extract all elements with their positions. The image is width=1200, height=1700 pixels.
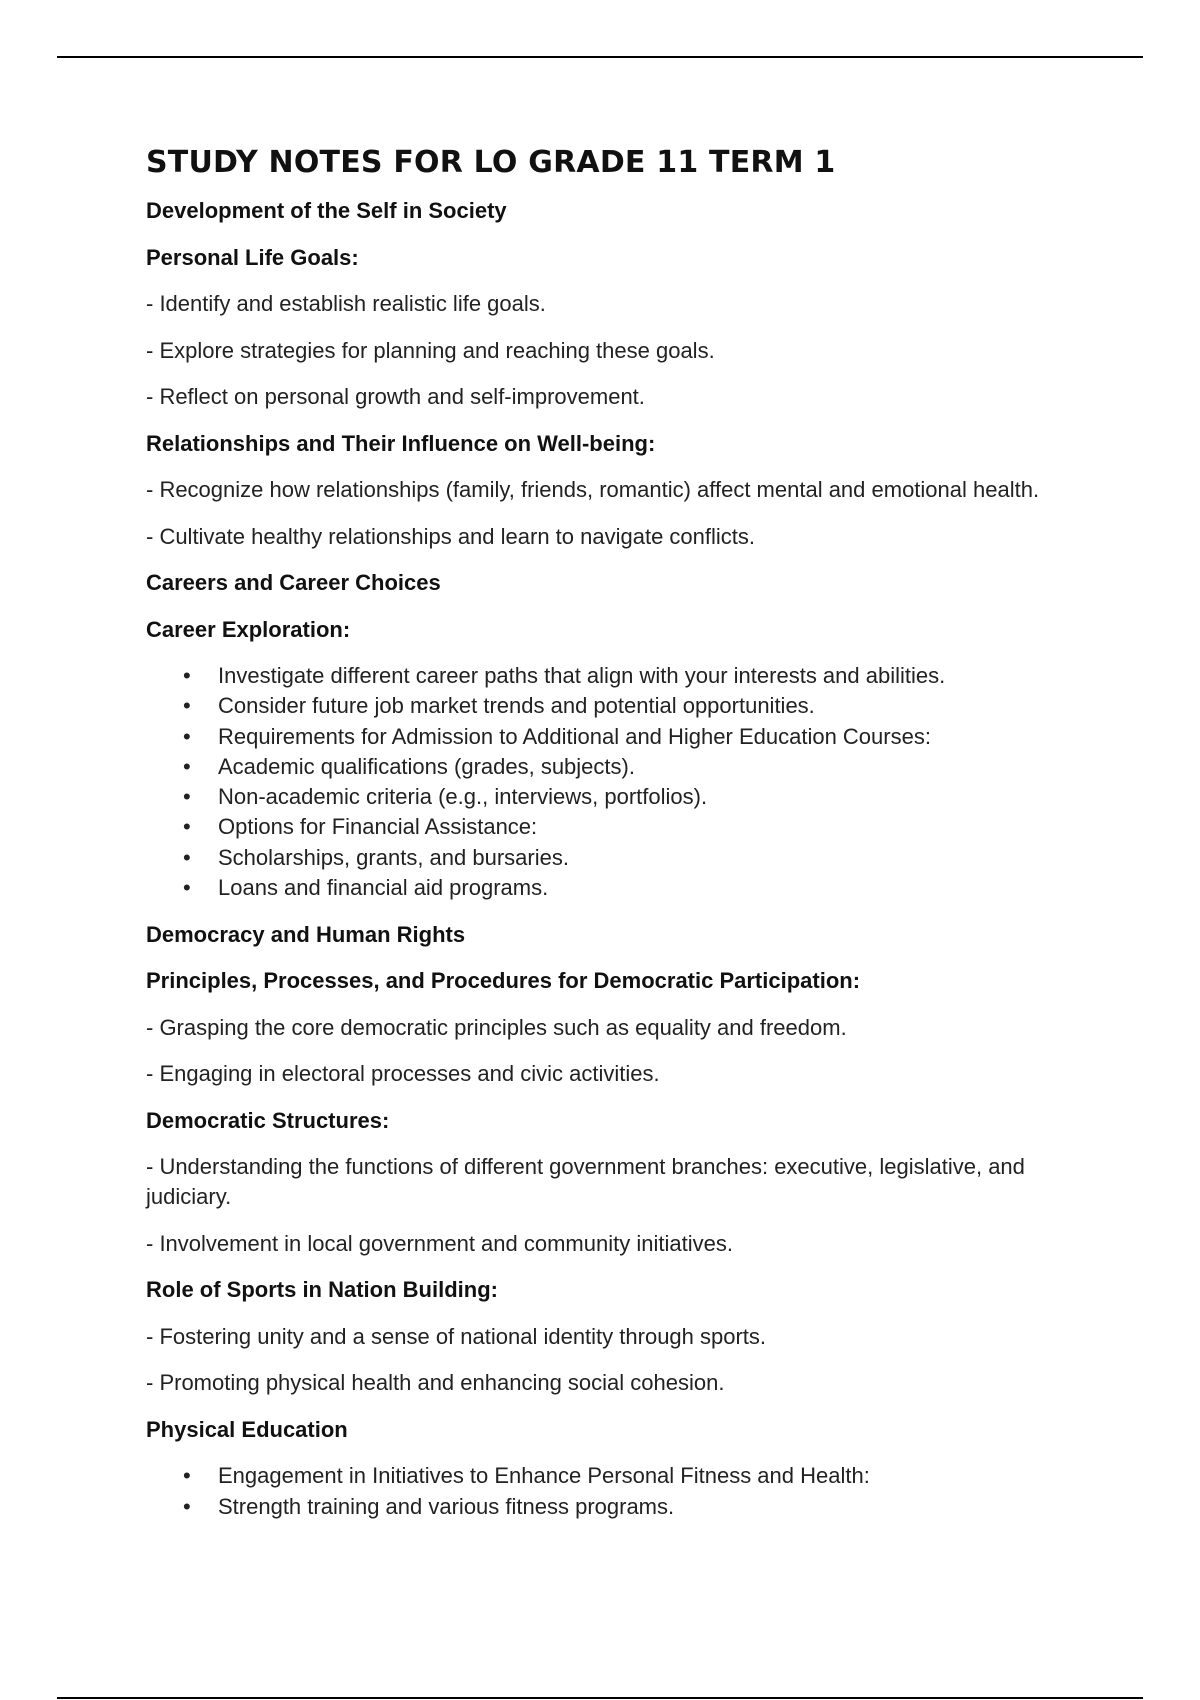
notes-content (146, 196, 1076, 1522)
bullet-list (146, 661, 1076, 903)
bullet-item (146, 661, 1076, 691)
section-heading: Physical Education (146, 1416, 348, 1442)
note-paragraph: - Promoting physical health and enhancing social cohesion. (146, 1370, 725, 1396)
note-paragraph: - Understanding the functions of different government branches: executive, legislative, and judiciary. (146, 1154, 1025, 1210)
bullet-text: Engagement in Initiatives to Enhance Personal Fitness and Health: (218, 1463, 870, 1489)
bullet-item (146, 752, 1076, 782)
bullet-text: Scholarships, grants, and bursaries. (218, 844, 569, 870)
note-paragraph: - Fostering unity and a sense of national identity through sports. (146, 1323, 767, 1349)
bullet-icon: • (183, 1463, 191, 1489)
bullet-icon: • (183, 723, 191, 749)
document-body (146, 140, 1076, 1538)
bullet-text: Loans and financial aid programs. (218, 875, 549, 901)
section-heading: Development of the Self in Society (146, 198, 507, 223)
note-paragraph: - Engaging in electoral processes and civic activities. (146, 1061, 660, 1087)
bullet-item (146, 873, 1076, 903)
bullet-item (146, 1461, 1076, 1491)
bullet-text: Academic qualifications (grades, subjects). (218, 753, 635, 779)
bullet-icon: • (183, 753, 191, 779)
bullet-item (146, 782, 1076, 812)
bullet-text: Options for Financial Assistance: (218, 814, 538, 840)
bottom-rule (57, 1697, 1143, 1699)
bullet-item (146, 1492, 1076, 1522)
bullet-icon: • (183, 663, 191, 688)
bullet-list (146, 1461, 1076, 1522)
note-paragraph: - Grasping the core democratic principles such as equality and freedom. (146, 1014, 847, 1040)
section-heading: Personal Life Goals: (146, 244, 359, 270)
bullet-icon: • (183, 1493, 191, 1519)
section-heading: Democracy and Human Rights (146, 921, 466, 947)
bullet-item (146, 691, 1076, 721)
bullet-icon: • (183, 784, 191, 810)
note-paragraph: - Explore strategies for planning and reaching these goals. (146, 337, 715, 363)
bullet-item (146, 812, 1076, 842)
bullet-text: Investigate different career paths that align with your interests and abilities. (218, 663, 946, 688)
bullet-item (146, 722, 1076, 752)
section-heading: Principles, Processes, and Procedures for Democratic Participation: (146, 968, 861, 994)
note-paragraph: - Involvement in local government and community initiatives. (146, 1230, 733, 1256)
section-heading: Democratic Structures: (146, 1107, 390, 1133)
note-paragraph: - Identify and establish realistic life goals. (146, 291, 546, 316)
document-title: STUDY NOTES FOR LO GRADE 11 TERM 1 (146, 145, 836, 180)
section-heading: Role of Sports in Nation Building: (146, 1277, 498, 1303)
bullet-icon: • (183, 844, 191, 870)
bullet-item (146, 843, 1076, 873)
note-paragraph: - Cultivate healthy relationships and learn to navigate conflicts. (146, 523, 756, 549)
section-heading: Relationships and Their Influence on Well-being: (146, 430, 656, 456)
bullet-text: Non-academic criteria (e.g., interviews, portfolios). (218, 784, 708, 810)
section-heading: Careers and Career Choices (146, 570, 441, 595)
bullet-text: Requirements for Admission to Additional and Higher Education Courses: (218, 723, 931, 749)
top-rule (57, 56, 1143, 58)
section-heading: Career Exploration: (146, 616, 351, 642)
bullet-text: Strength training and various fitness programs. (218, 1493, 675, 1519)
bullet-text: Consider future job market trends and potential opportunities. (218, 693, 815, 719)
note-paragraph: - Recognize how relationships (family, friends, romantic) affect mental and emotional health. (146, 477, 1040, 502)
note-paragraph: - Reflect on personal growth and self-improvement. (146, 384, 645, 409)
bullet-icon: • (183, 693, 191, 719)
bullet-icon: • (183, 814, 191, 840)
bullet-icon: • (183, 875, 191, 901)
